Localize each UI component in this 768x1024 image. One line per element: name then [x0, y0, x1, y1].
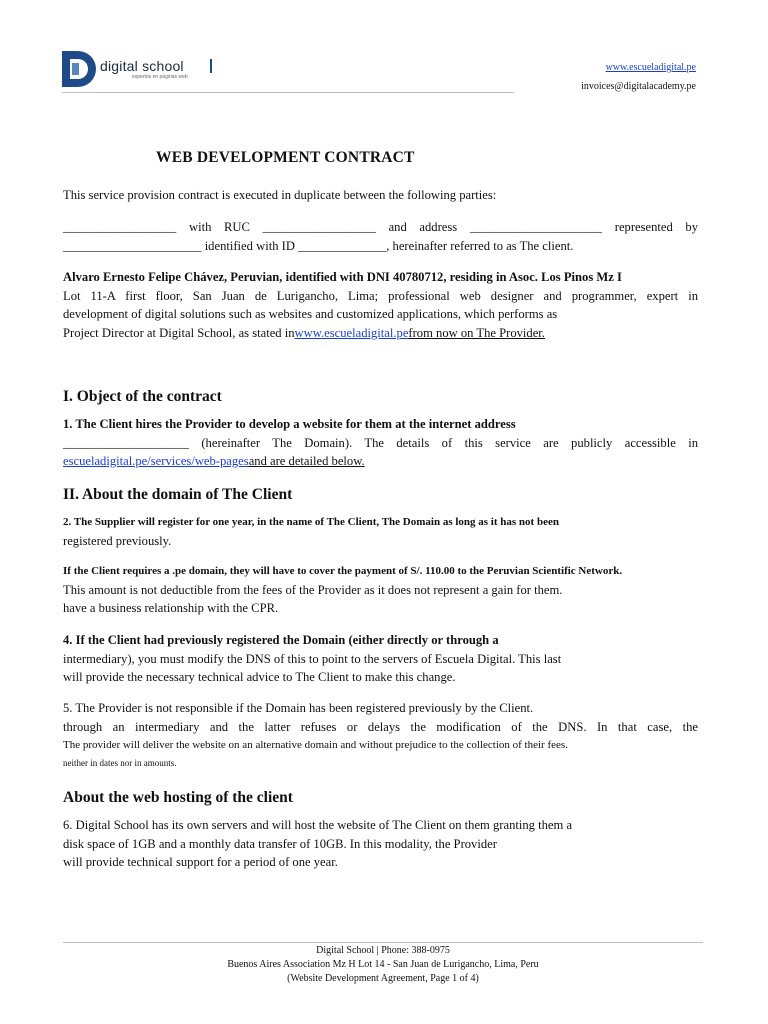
section-1-line-3 — [63, 452, 698, 471]
logo-mark-icon — [62, 49, 96, 89]
footer-divider — [63, 942, 703, 943]
text-segment: Project Director at Digital School, as stated in — [63, 325, 295, 340]
clause-5-line-4: neither in dates nor in amounts. — [63, 757, 177, 768]
clause-6-line-1: 6. Digital School has its own servers and will host the website of The Client on them granting them a — [63, 818, 573, 832]
provider-block — [63, 268, 698, 342]
clause-5-line-3: The provider will deliver the website on an alternative domain and without prejudice to the collection of their fees. — [63, 739, 568, 751]
logo-text: digital school — [100, 58, 184, 74]
blank-field: ______________________ — [63, 238, 202, 253]
clause-3-line-3: have a business relationship with the CPR. — [63, 601, 279, 615]
section-3-heading: About the web hosting of the client — [63, 789, 293, 806]
footer-line-3: (Website Development Agreement, Page 1 of 4) — [287, 973, 479, 984]
header-contact — [581, 58, 696, 96]
text-segment: from now on The Provider. — [408, 325, 545, 340]
text-segment: and are detailed below. — [248, 454, 365, 468]
text-segment: identified with ID — [204, 238, 295, 253]
blank-field: ______________ — [298, 238, 387, 253]
clause-4-line-3: will provide the necessary technical advice to The Client to make this change. — [63, 670, 456, 684]
footer-line-2: Buenos Aires Association Mz H Lot 14 - San Juan de Lurigancho, Lima, Peru — [227, 959, 539, 970]
provider-bold-line: Alvaro Ernesto Felipe Chávez, Peruvian, identified with DNI 40780712, residing in Asoc. Los Pinos Mz I — [63, 270, 622, 284]
section-2-heading: II. About the domain of The Client — [63, 486, 293, 503]
page-footer — [63, 944, 703, 986]
blank-field: __________________ — [63, 220, 177, 234]
provider-line-3: development of digital solutions such as websites and customized applications, which performs as — [63, 307, 558, 321]
blank-field: ____________________ — [63, 435, 189, 450]
clause-2 — [63, 513, 698, 550]
clause-3-line-1: If the Client requires a .pe domain, they will have to cover the payment of S/. 110.00 to the Peruvian Scientific Network. — [63, 565, 623, 577]
text-segment: and address — [388, 220, 458, 234]
text-segment: represented by — [614, 220, 699, 234]
clause-5-line-1: 5. The Provider is not responsible if the Domain has been registered previously by the Client. — [63, 701, 534, 715]
blank-field: _____________________ — [469, 220, 603, 234]
clause-5-line-2: through an intermediary and the latter refuses or delays the modification of the DNS. In that case, the — [63, 719, 698, 734]
section-1-line-2 — [63, 434, 698, 453]
clause-4 — [63, 631, 698, 687]
footer-line-1: Digital School | Phone: 388-0975 — [316, 945, 450, 956]
clause-2-line-2: registered previously. — [63, 533, 172, 548]
clause-3-line-2: This amount is not deductible from the fees of the Provider as it does not represent a gain for them. — [63, 582, 563, 597]
text-segment: (hereinafter The Domain). The details of this service are publicly accessible in — [201, 435, 698, 450]
blank-field: __________________ — [262, 220, 376, 234]
provider-line-2: Lot 11-A first floor, San Juan de Lurigancho, Lima; professional web designer and programmer, expert in — [63, 288, 698, 303]
document-title: WEB DEVELOPMENT CONTRACT — [156, 149, 415, 166]
client-line-2 — [63, 237, 698, 256]
clause-3 — [63, 562, 698, 618]
client-line-1 — [63, 218, 698, 237]
website-link[interactable]: www.escueladigital.pe — [605, 62, 696, 73]
logo-accent-bar — [210, 59, 212, 73]
section-1-paragraph — [63, 415, 698, 471]
header-divider — [62, 92, 514, 93]
clause-6-line-2: disk space of 1GB and a monthly data transfer of 10GB. In this modality, the Provider — [63, 836, 497, 851]
email-text: invoices@digitalacademy.pe — [581, 81, 696, 92]
provider-line-4 — [63, 324, 698, 343]
intro-paragraph: This service provision contract is executed in duplicate between the following parties: — [63, 188, 497, 202]
client-parties-block — [63, 218, 698, 255]
section-1-line-1: 1. The Client hires the Provider to develop a website for them at the internet address — [63, 417, 516, 431]
clause-6-line-3: will provide technical support for a period of one year. — [63, 855, 338, 869]
clause-4-line-2: intermediary), you must modify the DNS of this to point to the servers of Escuela Digital. This last — [63, 651, 562, 666]
clause-6 — [63, 816, 698, 872]
provider-website-link[interactable]: www.escueladigital.pe — [294, 325, 409, 340]
clause-4-line-1: 4. If the Client had previously registered the Domain (either directly or through a — [63, 633, 499, 647]
clause-5 — [63, 699, 698, 771]
section-1-heading: I. Object of the contract — [63, 388, 222, 405]
text-segment: , hereinafter referred to as The client. — [386, 238, 574, 253]
text-segment: with RUC — [189, 220, 250, 234]
clause-2-line-1: 2. The Supplier will register for one year, in the name of The Client, The Domain as long as it has not been — [63, 516, 559, 528]
digital-school-logo — [62, 49, 242, 93]
logo-tagline: expertos en páginas web — [132, 74, 188, 80]
web-pages-link[interactable]: escueladigital.pe/services/web-pages — [63, 454, 249, 468]
